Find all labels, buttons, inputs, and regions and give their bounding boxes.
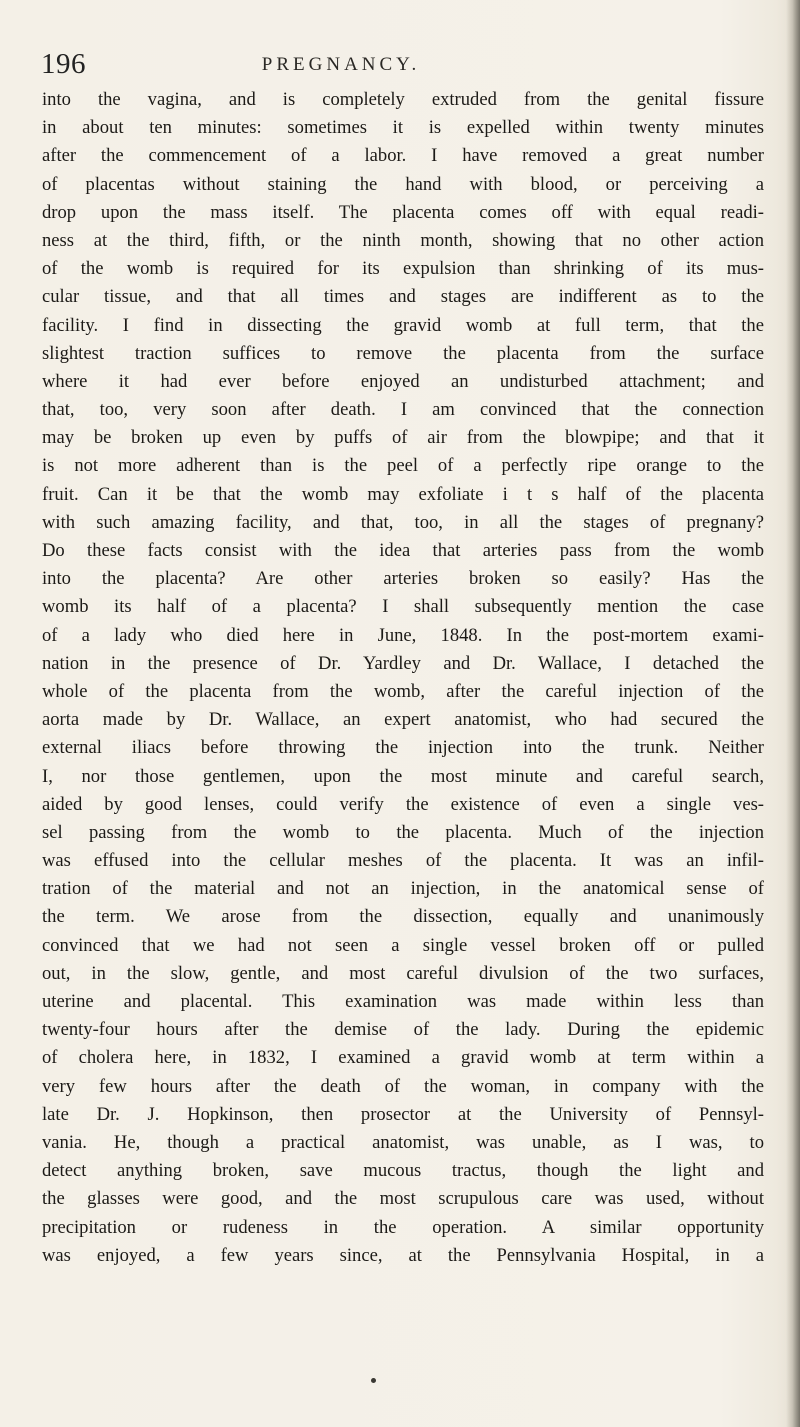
text-line: external iliacs before throwing the injection into the trunk. Neither bbox=[42, 737, 764, 759]
text-line: where it had ever before enjoyed an undisturbed attachment; and bbox=[42, 370, 764, 392]
text-line: nation in the presence of Dr. Yardley and Dr. Wallace, I detached the bbox=[42, 652, 764, 674]
text-line: after the commencement of a labor. I have removed a great number bbox=[42, 145, 764, 167]
text-line: of the womb is required for its expulsion than shrinking of its mus- bbox=[42, 258, 764, 280]
body-text bbox=[42, 86, 764, 1270]
text-line: fruit. Can it be that the womb may exfoliate i t s half of the placenta bbox=[42, 483, 764, 505]
text-line: aided by good lenses, could verify the existence of even a single ves- bbox=[42, 793, 764, 815]
page-header bbox=[41, 44, 761, 84]
binding-edge-shadow bbox=[786, 0, 800, 1427]
text-line: may be broken up even by puffs of air from the blowpipe; and that it bbox=[42, 427, 764, 449]
text-line: in about ten minutes: sometimes it is expelled within twenty minutes bbox=[42, 117, 764, 139]
text-line: of a lady who died here in June, 1848. In the post-mortem exami- bbox=[42, 624, 764, 646]
text-line: was effused into the cellular meshes of the placenta. It was an infil- bbox=[42, 850, 764, 872]
text-line: sel passing from the womb to the placenta. Much of the injection bbox=[42, 821, 764, 843]
text-line: into the placenta? Are other arteries broken so easily? Has the bbox=[42, 568, 764, 590]
text-line: of cholera here, in 1832, I examined a gravid womb at term within a bbox=[42, 1047, 764, 1069]
text-line: is not more adherent than is the peel of a perfectly ripe orange to the bbox=[42, 455, 764, 477]
text-line: of placentas without staining the hand with blood, or perceiving a bbox=[42, 173, 764, 195]
text-line: very few hours after the death of the woman, in company with the bbox=[42, 1075, 764, 1097]
text-line: drop upon the mass itself. The placenta comes off with equal readi- bbox=[42, 201, 764, 223]
text-line: facility. I find in dissecting the gravid womb at full term, that the bbox=[42, 314, 764, 336]
text-line: detect anything broken, save mucous tractus, though the light and bbox=[42, 1160, 764, 1182]
text-line: with such amazing facility, and that, too, in all the stages of pregnany? bbox=[42, 511, 764, 533]
text-line: slightest traction suffices to remove the placenta from the surface bbox=[42, 342, 764, 364]
text-line: convinced that we had not seen a single vessel broken off or pulled bbox=[42, 934, 764, 956]
text-line: out, in the slow, gentle, and most careful divulsion of the two surfaces, bbox=[42, 962, 764, 984]
text-line: the glasses were good, and the most scrupulous care was used, without bbox=[42, 1188, 764, 1210]
text-line: Do these facts consist with the idea that arteries pass from the womb bbox=[42, 540, 764, 561]
text-line: I, nor those gentlemen, upon the most minute and careful search, bbox=[42, 765, 764, 787]
text-line: tration of the material and not an injection, in the anatomical sense of bbox=[42, 878, 764, 900]
text-line: vania. He, though a practical anatomist, was unable, as I was, to bbox=[42, 1131, 764, 1153]
text-line: uterine and placental. This examination was made within less than bbox=[42, 991, 764, 1012]
text-line: was enjoyed, a few years since, at the Pennsylvania Hospital, in a bbox=[42, 1244, 764, 1266]
text-line: into the vagina, and is completely extruded from the genital fissure bbox=[42, 89, 764, 110]
text-line: whole of the placenta from the womb, after the careful injection of the bbox=[42, 680, 764, 702]
running-title: PREGNANCY. bbox=[261, 54, 421, 75]
text-line: twenty-four hours after the demise of the lady. During the epidemic bbox=[42, 1019, 764, 1041]
text-line: the term. We arose from the dissection, equally and unanimously bbox=[42, 906, 764, 928]
page-number: 196 bbox=[41, 48, 86, 80]
ink-speck bbox=[371, 1378, 376, 1383]
text-line: cular tissue, and that all times and stages are indifferent as to the bbox=[42, 286, 764, 308]
text-line: late Dr. J. Hopkinson, then prosector at the University of Pennsyl- bbox=[42, 1103, 764, 1125]
text-line: ness at the third, fifth, or the ninth month, showing that no other action bbox=[42, 229, 764, 251]
text-line: precipitation or rudeness in the operation. A similar opportunity bbox=[42, 1216, 764, 1238]
text-line: that, too, very soon after death. I am convinced that the connection bbox=[42, 399, 764, 421]
text-line: womb its half of a placenta? I shall subsequently mention the case bbox=[42, 596, 764, 618]
text-line: aorta made by Dr. Wallace, an expert anatomist, who had secured the bbox=[42, 709, 764, 731]
